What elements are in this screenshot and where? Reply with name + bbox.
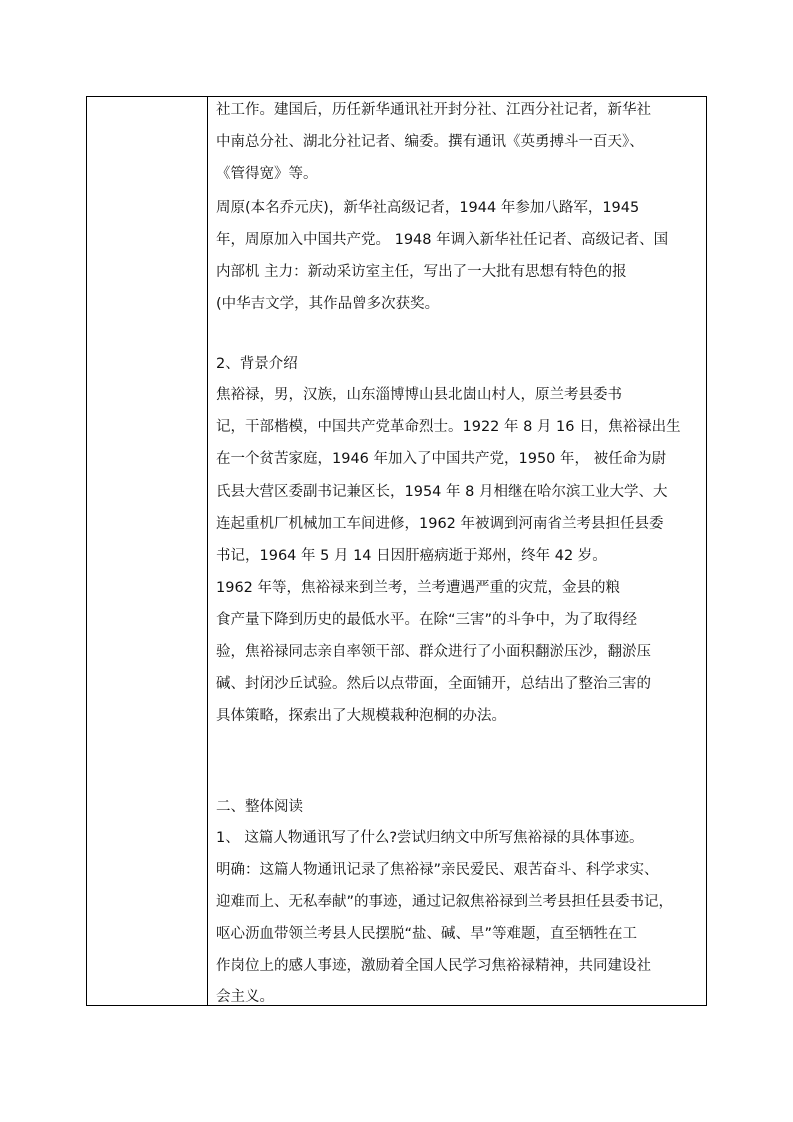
text-line: 焦裕禄，男，汉族，山东淄博博山县北崮山村人，原兰考县委书 bbox=[216, 387, 622, 403]
text-line: 在一个贫苦家庭，1946 年加入了中国共产党，1950 年， 被任命为尉 bbox=[216, 451, 667, 467]
text-line: 内部机 主力：新动采访室主任，写出了一大批有思想有特色的报 bbox=[216, 264, 627, 280]
text-line: 年，周原加入中国共产党。 1948 年调入新华社任记者、高级记者、国 bbox=[216, 232, 669, 248]
text-line: 食产量下降到历史的最低水平。在除“三害”的斗争中，为了取得经 bbox=[216, 612, 638, 628]
text-line: 《管得宽》等。 bbox=[216, 166, 318, 182]
text-line: 记，干部楷模，中国共产党革命烈士。1922 年 8 月 16 日，焦裕禄出生 bbox=[216, 419, 681, 435]
text-line: 呕心沥血带领兰考县人民摆脱“盐、碱、旱”等难题，直至牺牲在工 bbox=[216, 926, 638, 942]
text-line: 书记，1964 年 5 月 14 日因肝癌病逝于郑州，终年 42 岁。 bbox=[216, 548, 607, 564]
text-line: 作岗位上的感人事迹，激励着全国人民学习焦裕禄精神，共同建设社 bbox=[216, 958, 651, 974]
left-table-cell bbox=[87, 97, 208, 1005]
text-line: 连起重机厂机械加工车间进修，1962 年被调到河南省兰考县担任县委 bbox=[216, 516, 664, 532]
text-line: 1962 年等，焦裕禄来到兰考，兰考遭遇严重的灾荒，金县的粮 bbox=[216, 580, 621, 596]
text-line: 中南总分社、湖北分社记者、编委。撰有通讯《英勇搏斗一百天》、 bbox=[216, 134, 644, 150]
text-line: 社工作。建国后，历任新华通讯社开封分社、江西分社记者，新华社 bbox=[216, 102, 651, 118]
text-line: 氏县大营区委副书记兼区长，1954 年 8 月相继在哈尔滨工业大学、大 bbox=[216, 484, 668, 500]
text-line: 周原(本名乔元庆)，新华社高级记者，1944 年参加八路军，1945 bbox=[216, 200, 640, 216]
section-heading: 二、整体阅读 bbox=[216, 799, 303, 815]
text-line: 具体策略，探索出了大规模栽种泡桐的办法。 bbox=[216, 708, 506, 724]
document-table bbox=[86, 96, 707, 1006]
content-table-cell bbox=[208, 97, 706, 1005]
question-line: 1、 这篇人物通讯写了什么?尝试归纳文中所写焦裕禄的具体事迹。 bbox=[216, 830, 644, 846]
text-line: 验，焦裕禄同志亲自率领干部、群众进行了小面积翻淤压沙，翻淤压 bbox=[216, 644, 651, 660]
section-heading: 2、背景介绍 bbox=[216, 356, 298, 372]
text-line: 碱、封闭沙丘试验。然后以点带面，全面铺开，总结出了整治三害的 bbox=[216, 676, 651, 692]
text-line: 会主义。 bbox=[216, 989, 274, 1005]
text-line: 迎难而上、无私奉献”的事迹，通过记叙焦裕禄到兰考县担任县委书记， bbox=[216, 894, 674, 910]
text-line: (中华吉文学，其作品曾多次获奖。 bbox=[216, 296, 440, 312]
text-line: 明确：这篇人物通讯记录了焦裕禄”亲民爱民、艰苦奋斗、科学求实、 bbox=[216, 862, 659, 878]
